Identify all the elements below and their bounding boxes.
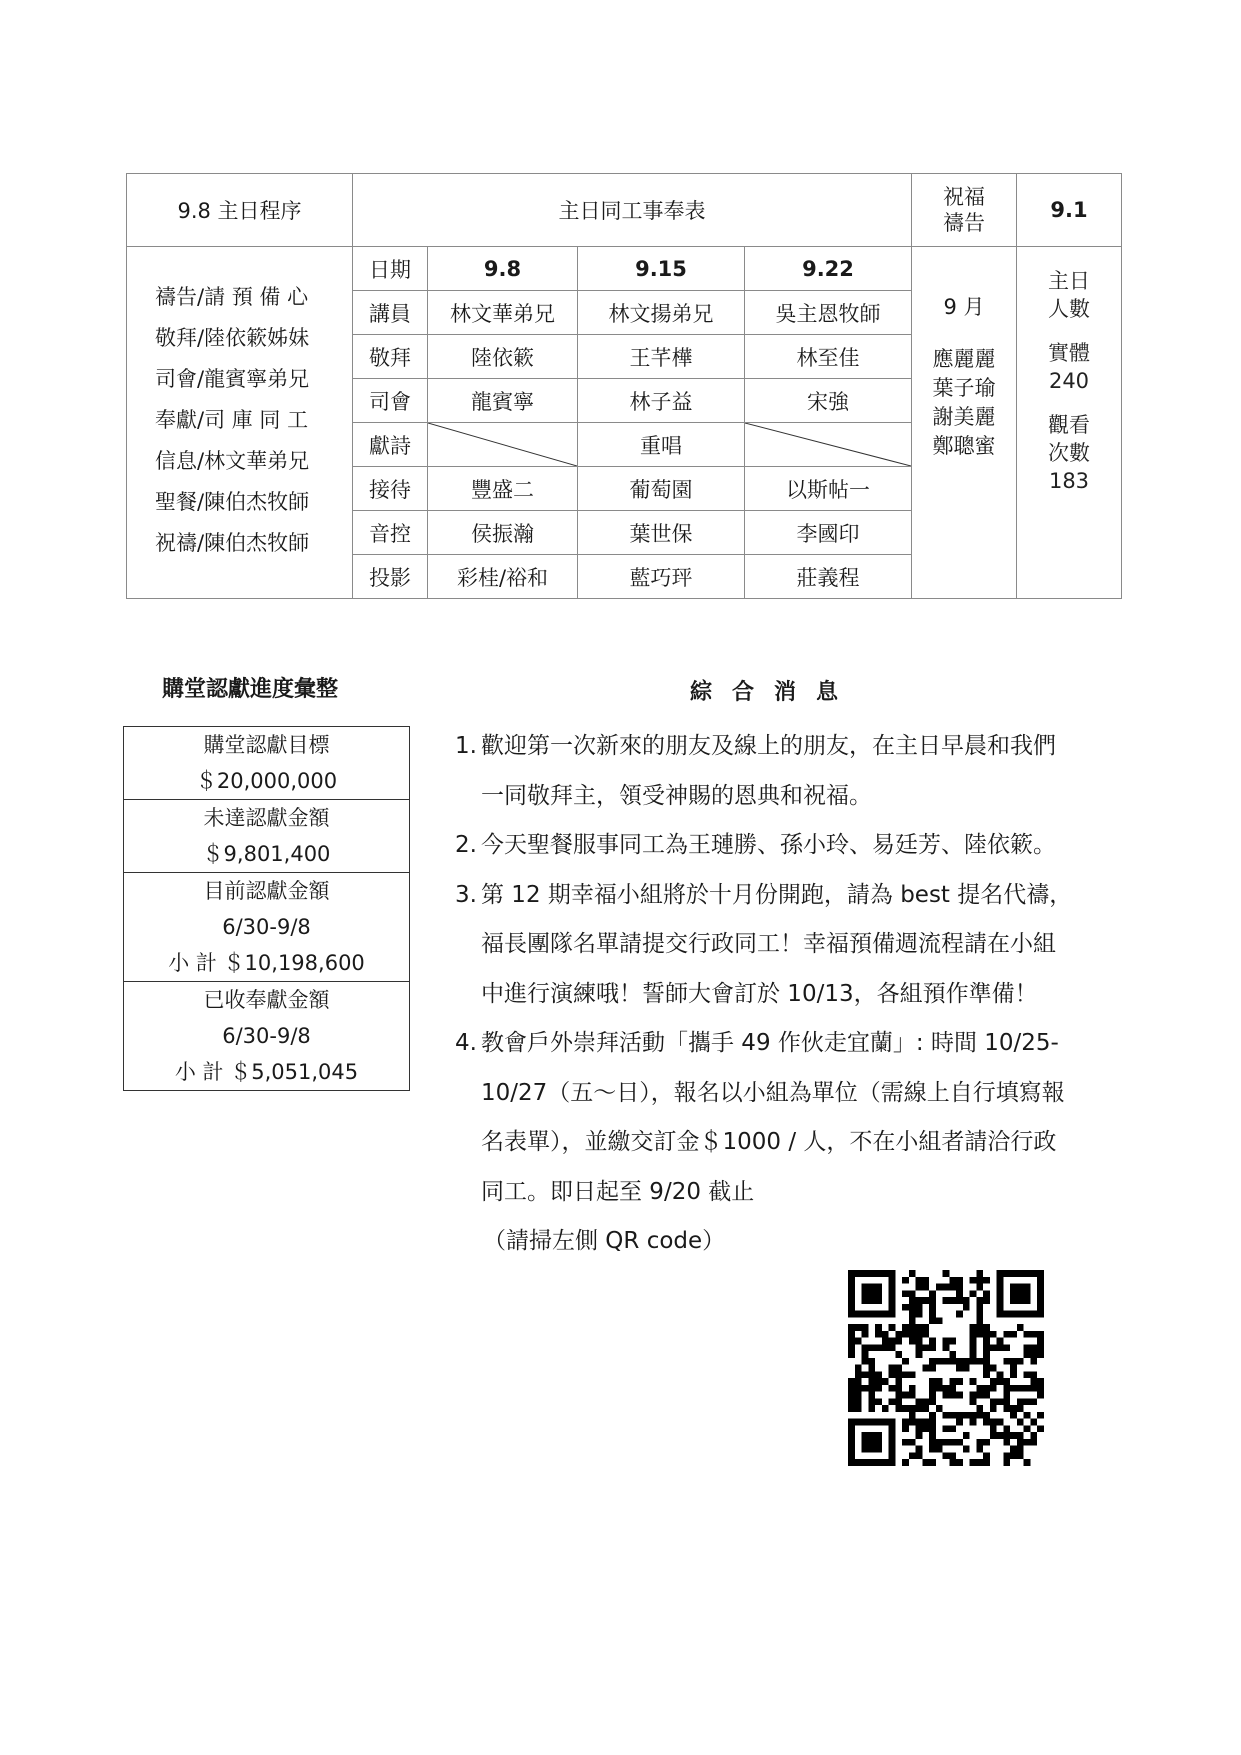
roster-cell: 林文華弟兄 bbox=[428, 291, 578, 335]
order-list bbox=[127, 247, 353, 599]
roster-cell: 以斯帖一 bbox=[745, 467, 912, 511]
fund-title: 購堂認獻進度彙整 bbox=[162, 677, 339, 702]
online-value: 183 bbox=[1048, 469, 1090, 493]
roster-cell: 林文揚弟兄 bbox=[578, 291, 745, 335]
order-item: 奉獻/司 庫 同 工 bbox=[155, 408, 309, 432]
schedule-table bbox=[126, 173, 1122, 599]
prayer-name: 鄭聰蜜 bbox=[932, 434, 996, 458]
empty-diagonal-cell bbox=[745, 423, 912, 467]
qr-note: （請掃左側 QR code） bbox=[483, 1228, 726, 1254]
row-label: 敬拜 bbox=[353, 335, 428, 379]
roster-cell: 重唱 bbox=[578, 423, 745, 467]
row-label: 接待 bbox=[353, 467, 428, 511]
prayer-list bbox=[912, 247, 1017, 599]
roster-cell: 林至佳 bbox=[745, 335, 912, 379]
date-cell: 9.15 bbox=[578, 247, 745, 291]
empty-diagonal-cell bbox=[428, 423, 578, 467]
online-label: 觀看 bbox=[1048, 413, 1090, 437]
bless-header: 祝福 禱告 bbox=[912, 174, 1017, 247]
prayer-name: 謝美麗 bbox=[932, 405, 996, 429]
physical-value: 240 bbox=[1048, 369, 1090, 393]
roster-cell: 王芊樺 bbox=[578, 335, 745, 379]
roster-cell: 彩桂/裕和 bbox=[428, 555, 578, 599]
news-title: 綜合消息 bbox=[690, 680, 859, 705]
row-label: 音控 bbox=[353, 511, 428, 555]
roster-cell: 葉世保 bbox=[578, 511, 745, 555]
order-item: 聖餐/陳伯杰牧師 bbox=[155, 490, 310, 514]
date-label: 日期 bbox=[353, 247, 428, 291]
roster-cell: 莊義程 bbox=[745, 555, 912, 599]
attendance-label: 人數 bbox=[1048, 297, 1090, 321]
row-label: 司會 bbox=[353, 379, 428, 423]
roster-cell: 宋強 bbox=[745, 379, 912, 423]
fund-block: 購堂認獻目標 ＄20,000,000 bbox=[124, 727, 410, 800]
date-cell: 9.22 bbox=[745, 247, 912, 291]
order-item: 敬拜/陸依簌姊妹 bbox=[155, 326, 310, 350]
order-item: 司會/龍賓寧弟兄 bbox=[155, 367, 310, 391]
roster-cell: 龍賓寧 bbox=[428, 379, 578, 423]
attendance-stats bbox=[1017, 247, 1122, 599]
physical-label: 實體 bbox=[1048, 341, 1090, 365]
roster-cell: 侯振瀚 bbox=[428, 511, 578, 555]
roster-cell: 陸依簌 bbox=[428, 335, 578, 379]
row-label: 投影 bbox=[353, 555, 428, 599]
fund-block: 未達認獻金額 ＄9,801,400 bbox=[124, 800, 410, 873]
order-header: 9.8 主日程序 bbox=[127, 174, 353, 247]
date-cell: 9.8 bbox=[428, 247, 578, 291]
online-label: 次數 bbox=[1048, 441, 1090, 465]
fund-block: 已收奉獻金額 6/30-9/8 小 計 ＄5,051,045 bbox=[124, 982, 410, 1091]
order-item: 祝禱/陳伯杰牧師 bbox=[155, 531, 310, 555]
roster-cell: 吳主恩牧師 bbox=[745, 291, 912, 335]
roster-cell: 林子益 bbox=[578, 379, 745, 423]
news-item: 2. 今天聖餐服事同工為王璉勝、孫小玲、易廷芳、陸依簌。 bbox=[455, 832, 1056, 858]
roster-cell: 李國印 bbox=[745, 511, 912, 555]
fund-table bbox=[123, 726, 410, 1091]
prayer-name: 應麗麗 bbox=[932, 347, 996, 371]
fund-block: 目前認獻金額 6/30-9/8 小 計 ＄10,198,600 bbox=[124, 873, 410, 982]
row-label: 獻詩 bbox=[353, 423, 428, 467]
news-list bbox=[455, 722, 1115, 1267]
order-item: 禱告/請 預 備 心 bbox=[155, 285, 309, 309]
attendance-label: 主日 bbox=[1048, 269, 1090, 293]
qr-code-icon[interactable] bbox=[848, 1270, 1044, 1466]
roster-header: 主日同工事奉表 bbox=[353, 174, 912, 247]
row-label: 講員 bbox=[353, 291, 428, 335]
prayer-name: 葉子瑜 bbox=[932, 376, 996, 400]
roster-cell: 藍巧玶 bbox=[578, 555, 745, 599]
news-item: 3. 第 12 期幸福小組將於十月份開跑，請為 best 提名代禱， 福長團隊名單請提交行政同工！幸福預備週流程請在小組 中進行演練哦！誓師大會訂於 10/13，各組預作準備！ bbox=[455, 881, 1073, 1007]
news-item: 1. 歡迎第一次新來的朋友及線上的朋友，在主日早晨和我們 一同敬拜主，領受神賜的恩典和祝福。 bbox=[455, 733, 1056, 809]
order-item: 信息/林文華弟兄 bbox=[155, 449, 310, 473]
prayer-month: 9 月 bbox=[943, 295, 985, 319]
count-header: 9.1 bbox=[1017, 174, 1122, 247]
roster-cell: 豐盛二 bbox=[428, 467, 578, 511]
news-item: 4. 教會戶外崇拜活動「攜手 49 作伙走宜蘭」: 時間 10/25- 10/27（五～日），報名以小組為單位（需線上自行填寫報 名表單），並繳交訂金＄1000 / 人，不在小組者請洽行政 同工。即日起至 9/20 截止 bbox=[455, 1030, 1065, 1205]
roster-cell: 葡萄園 bbox=[578, 467, 745, 511]
